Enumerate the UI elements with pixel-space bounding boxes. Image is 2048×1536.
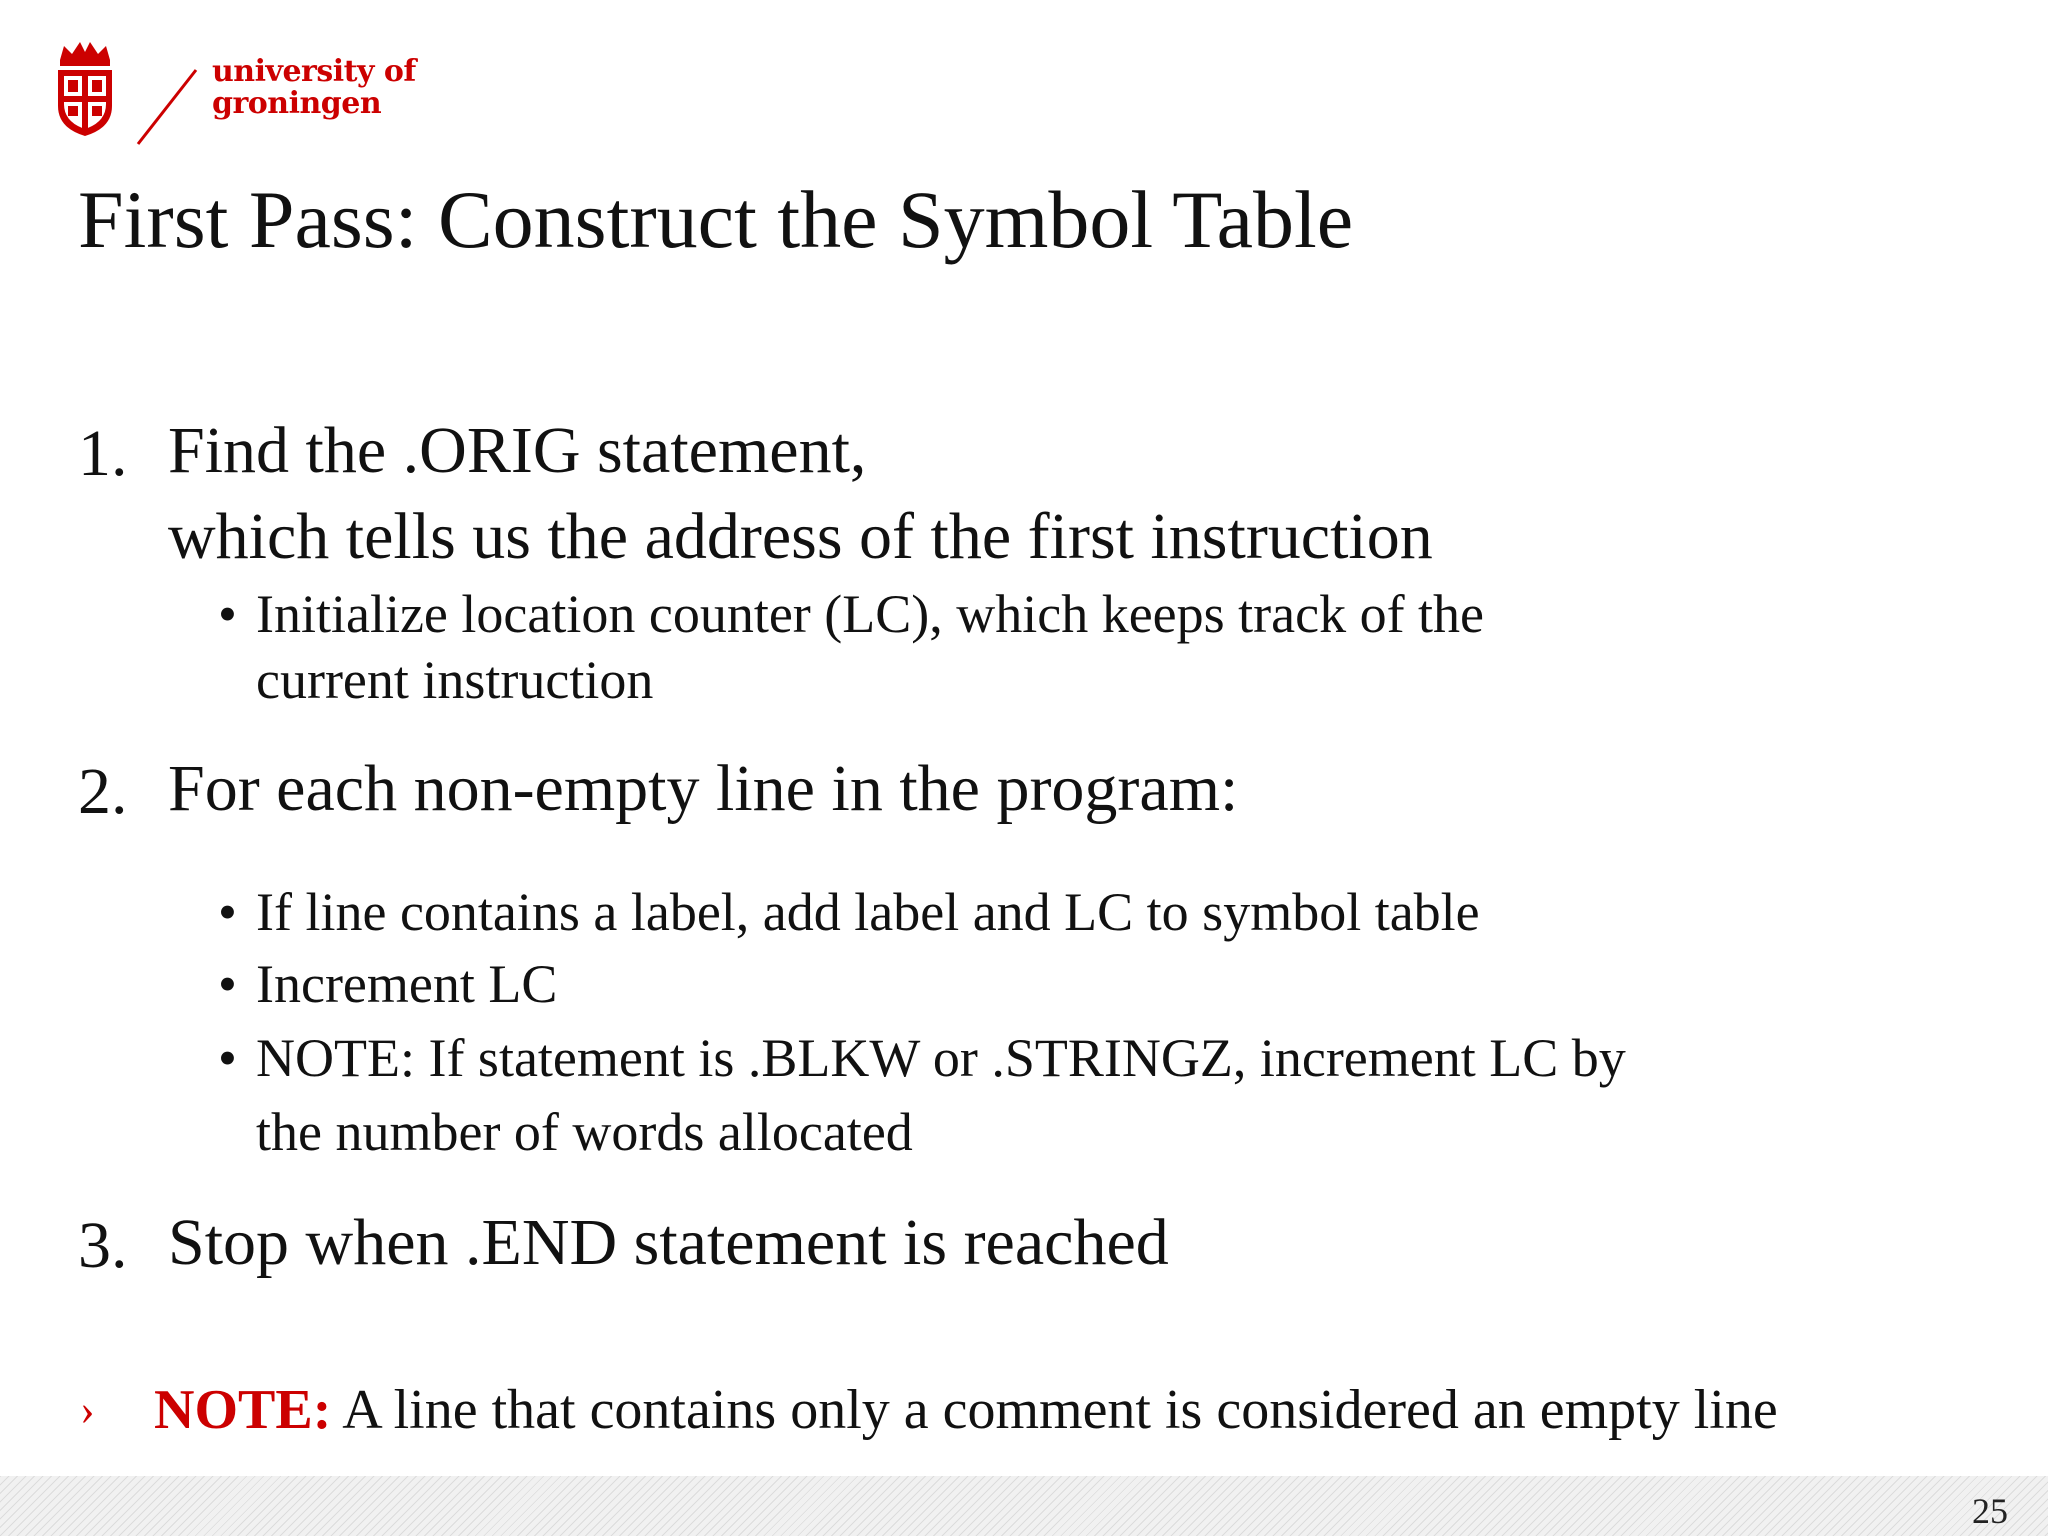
slide-title: First Pass: Construct the Symbol Table bbox=[78, 174, 1354, 265]
step-1-line-1: Find the .ORIG statement, bbox=[168, 414, 867, 487]
step-1-bullet-1-line-2: current instruction bbox=[256, 650, 654, 710]
step-3-number: 3. bbox=[78, 1209, 128, 1282]
bullet-marker: • bbox=[218, 1028, 237, 1088]
logo-line-1: university of bbox=[212, 54, 416, 89]
bullet-marker: • bbox=[218, 954, 237, 1014]
logo-line-2: groningen bbox=[212, 86, 382, 121]
step-2-number: 2. bbox=[78, 755, 128, 828]
step-2-line-1: For each non-empty line in the program: bbox=[168, 752, 1239, 825]
step-2-bullet-3-line-1: NOTE: If statement is .BLKW or .STRINGZ, increment LC by bbox=[256, 1028, 1626, 1088]
chevron-right-icon: › bbox=[80, 1385, 95, 1434]
footer-strip bbox=[0, 1476, 2048, 1536]
note-text: A line that contains only a comment is considered an empty line bbox=[331, 1379, 1778, 1441]
step-2-bullet-1: If line contains a label, add label and LC to symbol table bbox=[256, 882, 1480, 942]
step-1-bullet-1-line-1: Initialize location counter (LC), which keeps track of the bbox=[256, 584, 1485, 644]
note-label: NOTE: bbox=[154, 1379, 332, 1441]
step-3-line-1: Stop when .END statement is reached bbox=[168, 1206, 1169, 1279]
step-2-bullet-3-line-2: the number of words allocated bbox=[256, 1102, 913, 1162]
bullet-marker: • bbox=[218, 584, 237, 644]
step-1-number: 1. bbox=[78, 417, 128, 490]
bullet-marker: • bbox=[218, 882, 237, 942]
step-2-bullet-2: Increment LC bbox=[256, 954, 558, 1014]
page-number: 25 bbox=[1972, 1491, 2008, 1531]
note-row bbox=[80, 1370, 1778, 1450]
step-1-line-2: which tells us the address of the first instruction bbox=[168, 500, 1433, 573]
